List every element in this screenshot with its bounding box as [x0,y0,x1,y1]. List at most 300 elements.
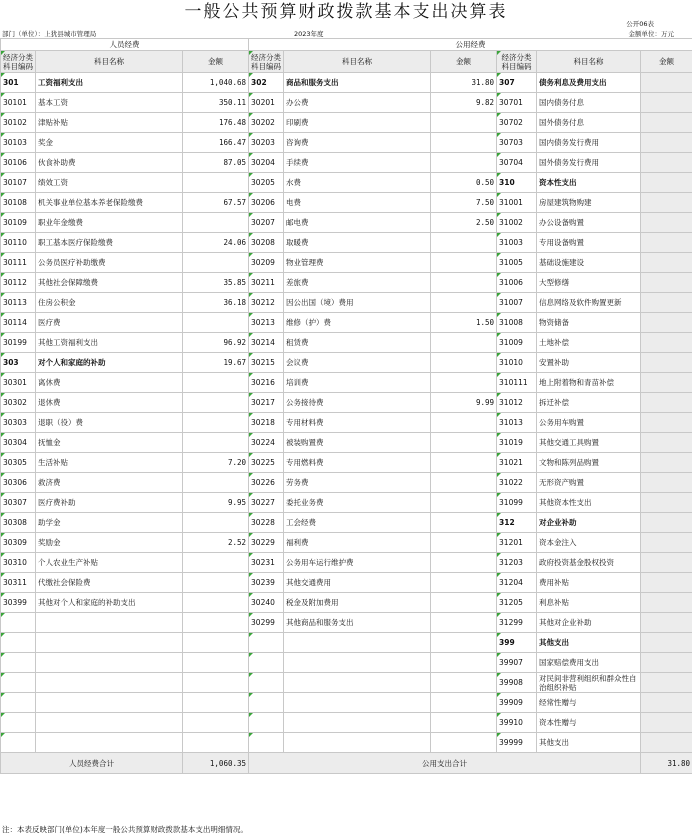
public-total-label: 公用支出合计 [249,753,641,774]
item-name-cell: 办公费 [284,93,431,113]
item-name-cell: 资本金注入 [537,533,641,553]
item-name-cell [36,673,183,693]
economic-code-cell: 30229 [249,533,284,553]
economic-code-cell [1,613,36,633]
amount-cell [641,613,692,633]
amount-cell [431,513,497,533]
item-name-cell: 个人农业生产补贴 [36,553,183,573]
footnote: 注：本表反映部门(单位)本年度一般公共预算财政拨款基本支出明细情况。 [2,825,248,834]
item-name-cell: 劳务费 [284,473,431,493]
economic-code-cell: 30207 [249,213,284,233]
expenditure-table [0,38,692,774]
table-row [1,693,692,713]
economic-code-cell: 30108 [1,193,36,213]
amount-cell [183,553,249,573]
amount-cell [641,393,692,413]
amount-cell [183,613,249,633]
amount-cell [641,233,692,253]
item-name-cell: 绩效工资 [36,173,183,193]
item-name-cell [284,653,431,673]
table-row [1,173,692,193]
item-name-cell: 奖金 [36,133,183,153]
amount-cell [641,453,692,473]
item-name-cell: 物业管理费 [284,253,431,273]
amount-cell [431,433,497,453]
item-name-cell: 公务接待费 [284,393,431,413]
amount-cell [431,573,497,593]
item-name-cell: 无形资产购置 [537,473,641,493]
economic-code-cell [1,673,36,693]
amount-cell [641,313,692,333]
economic-code-cell: 30202 [249,113,284,133]
item-name-cell: 国内债务付息 [537,93,641,113]
amount-cell: 1,040.68 [183,73,249,93]
item-name-cell: 国内债务发行费用 [537,133,641,153]
item-name-cell: 救济费 [36,473,183,493]
economic-code-cell [249,733,284,753]
item-name-cell: 税金及附加费用 [284,593,431,613]
amount-cell [431,133,497,153]
item-name-cell: 其他支出 [537,633,641,653]
amount-cell [641,293,692,313]
amount-cell [431,233,497,253]
economic-code-cell: 39999 [497,733,537,753]
item-name-cell: 邮电费 [284,213,431,233]
amount-cell [641,253,692,273]
item-name-cell: 基本工资 [36,93,183,113]
amount-cell [431,113,497,133]
item-name-cell: 物资储备 [537,313,641,333]
amount-cell [183,693,249,713]
amount-cell: 96.92 [183,333,249,353]
table-row [1,713,692,733]
amount-cell [641,513,692,533]
economic-code-cell: 31012 [497,393,537,413]
item-name-cell: 商品和服务支出 [284,73,431,93]
amount-cell: 9.95 [183,493,249,513]
item-name-cell: 债务利息及费用支出 [537,73,641,93]
table-row [1,93,692,113]
table-row [1,373,692,393]
amount-cell [641,473,692,493]
economic-code-cell: 39910 [497,713,537,733]
amount-cell [183,593,249,613]
economic-code-cell: 30102 [1,113,36,133]
economic-code-cell: 399 [497,633,537,653]
item-name-cell: 文物和陈列品购置 [537,453,641,473]
table-row [1,413,692,433]
item-name-cell: 医疗费 [36,313,183,333]
amount-cell [431,593,497,613]
amount-cell [431,153,497,173]
economic-code-cell: 31006 [497,273,537,293]
amount-cell [641,153,692,173]
item-name-cell: 住房公积金 [36,293,183,313]
economic-code-cell: 30209 [249,253,284,273]
economic-code-cell: 30216 [249,373,284,393]
amount-cell [641,733,692,753]
economic-code-cell: 30199 [1,333,36,353]
economic-code-cell: 30240 [249,593,284,613]
economic-code-cell [249,653,284,673]
economic-code-cell: 30211 [249,273,284,293]
amount-cell: 24.06 [183,233,249,253]
item-name-cell: 离休费 [36,373,183,393]
economic-code-cell: 310 [497,173,537,193]
economic-code-cell: 31005 [497,253,537,273]
amount-cell [641,413,692,433]
amount-cell [183,673,249,693]
amount-cell: 350.11 [183,93,249,113]
table-row [1,733,692,753]
amount-cell [641,73,692,93]
economic-code-cell: 30227 [249,493,284,513]
economic-code-cell: 31299 [497,613,537,633]
amount-cell [431,453,497,473]
economic-code-cell: 31013 [497,413,537,433]
amount-cell [641,353,692,373]
economic-code-cell: 30112 [1,273,36,293]
economic-code-cell: 30214 [249,333,284,353]
table-row [1,193,692,213]
amount-cell [641,553,692,573]
item-name-cell: 其他商品和服务支出 [284,613,431,633]
item-name-cell: 地上附着物和青苗补偿 [537,373,641,393]
amount-cell [641,193,692,213]
amount-cell [431,713,497,733]
economic-code-cell: 39907 [497,653,537,673]
code-header: 经济分类科目编码 [497,51,537,73]
economic-code-cell: 302 [249,73,284,93]
item-name-cell: 资本性支出 [537,173,641,193]
amount-cell: 9.82 [431,93,497,113]
economic-code-cell [1,733,36,753]
economic-code-cell: 31022 [497,473,537,493]
item-name-cell: 公务用车购置 [537,413,641,433]
item-name-cell: 咨询费 [284,133,431,153]
amount-cell [431,293,497,313]
item-name-cell: 其他对企业补助 [537,613,641,633]
item-name-cell: 经常性赠与 [537,693,641,713]
table-row [1,513,692,533]
economic-code-cell: 30217 [249,393,284,413]
item-name-cell: 医疗费补助 [36,493,183,513]
table-row [1,113,692,133]
amount-cell [431,633,497,653]
item-name-cell: 国外债务付息 [537,113,641,133]
amount-cell [641,593,692,613]
item-name-cell: 办公设备购置 [537,213,641,233]
item-name-cell: 专用材料费 [284,413,431,433]
economic-code-cell: 30239 [249,573,284,593]
economic-code-cell: 30309 [1,533,36,553]
economic-code-cell [1,693,36,713]
economic-code-cell: 301 [1,73,36,93]
amount-cell [641,493,692,513]
economic-code-cell: 30301 [1,373,36,393]
economic-code-cell [1,713,36,733]
item-name-cell: 机关事业单位基本养老保险缴费 [36,193,183,213]
amount-cell [431,273,497,293]
item-name-cell: 委托业务费 [284,493,431,513]
amount-cell [431,553,497,573]
amount-cell [641,333,692,353]
amount-cell [431,533,497,553]
amount-cell: 0.50 [431,173,497,193]
item-name-cell: 专用燃料费 [284,453,431,473]
economic-code-cell: 30226 [249,473,284,493]
table-row [1,133,692,153]
amount-cell [641,273,692,293]
table-row [1,493,692,513]
economic-code-cell: 39909 [497,693,537,713]
amount-cell [431,473,497,493]
item-name-cell: 职工基本医疗保险缴费 [36,233,183,253]
amount-cell [431,733,497,753]
table-row [1,73,692,93]
amount-cell [641,433,692,453]
table-row [1,213,692,233]
economic-code-cell: 31203 [497,553,537,573]
amount-cell: 35.85 [183,273,249,293]
item-name-cell: 其他工资福利支出 [36,333,183,353]
group-header-row [1,39,692,51]
economic-code-cell: 30702 [497,113,537,133]
amount-cell [641,93,692,113]
economic-code-cell: 30204 [249,153,284,173]
economic-code-cell: 30201 [249,93,284,113]
amount-cell [183,473,249,493]
item-name-cell: 工会经费 [284,513,431,533]
amount-cell [431,253,497,273]
code-header: 经济分类科目编码 [249,51,284,73]
economic-code-cell: 30101 [1,93,36,113]
item-name-cell: 培训费 [284,373,431,393]
table-row [1,653,692,673]
amount-cell: 7.50 [431,193,497,213]
amount-cell [183,253,249,273]
item-name-cell [36,633,183,653]
item-name-cell: 公务用车运行维护费 [284,553,431,573]
item-name-cell [284,693,431,713]
item-name-cell: 其他对个人和家庭的补助支出 [36,593,183,613]
item-name-cell [36,733,183,753]
amount-cell: 31.80 [431,73,497,93]
item-name-cell: 其他支出 [537,733,641,753]
unit-label: 金额单位：万元 [628,30,674,38]
economic-code-cell: 30306 [1,473,36,493]
economic-code-cell [249,633,284,653]
economic-code-cell: 30701 [497,93,537,113]
economic-code-cell: 31010 [497,353,537,373]
amount-cell [641,693,692,713]
item-name-cell: 安置补助 [537,353,641,373]
table-row [1,353,692,373]
item-name-cell [284,713,431,733]
table-row [1,393,692,413]
item-name-cell: 对民间非营利组织和群众性自治组织补贴 [537,673,641,693]
economic-code-cell: 30113 [1,293,36,313]
economic-code-cell: 30311 [1,573,36,593]
economic-code-cell: 30206 [249,193,284,213]
economic-code-cell: 31021 [497,453,537,473]
amount-cell [183,213,249,233]
economic-code-cell: 30307 [1,493,36,513]
item-name-cell: 福利费 [284,533,431,553]
economic-code-cell [1,653,36,673]
item-name-cell: 津贴补贴 [36,113,183,133]
economic-code-cell: 30399 [1,593,36,613]
table-row [1,273,692,293]
amount-cell: 2.50 [431,213,497,233]
item-name-cell: 水费 [284,173,431,193]
table-row [1,253,692,273]
economic-code-cell [249,693,284,713]
item-name-cell: 租赁费 [284,333,431,353]
amount-cell [641,533,692,553]
table-row [1,533,692,553]
personnel-total-label: 人员经费合计 [1,753,183,774]
item-name-cell: 抚恤金 [36,433,183,453]
item-name-cell: 退职（役）费 [36,413,183,433]
item-name-cell [36,613,183,633]
item-name-cell: 利息补贴 [537,593,641,613]
report-title: 一般公共预算财政拨款基本支出决算表 [184,2,508,22]
item-name-cell: 被装购置费 [284,433,431,453]
item-name-cell [36,713,183,733]
economic-code-cell: 30310 [1,553,36,573]
amount-cell: 87.05 [183,153,249,173]
amount-cell: 19.67 [183,353,249,373]
table-row [1,553,692,573]
amount-cell: 176.48 [183,113,249,133]
table-row [1,573,692,593]
item-name-cell: 专用设备购置 [537,233,641,253]
amount-cell [183,313,249,333]
item-name-cell: 手续费 [284,153,431,173]
economic-code-cell: 30308 [1,513,36,533]
economic-code-cell: 30304 [1,433,36,453]
economic-code-cell: 30305 [1,453,36,473]
item-name-cell: 职业年金缴费 [36,213,183,233]
economic-code-cell: 31201 [497,533,537,553]
item-name-cell: 因公出国（境）费用 [284,293,431,313]
item-name-cell: 基础设施建设 [537,253,641,273]
economic-code-cell: 30704 [497,153,537,173]
item-name-cell: 对个人和家庭的补助 [36,353,183,373]
item-name-cell: 电费 [284,193,431,213]
item-name-cell: 对企业补助 [537,513,641,533]
item-name-cell: 国家赔偿费用支出 [537,653,641,673]
economic-code-cell: 31002 [497,213,537,233]
amount-cell [431,353,497,373]
table-row [1,293,692,313]
item-name-cell: 代缴社会保险费 [36,573,183,593]
table-row [1,433,692,453]
amount-cell [183,173,249,193]
amount-cell [641,633,692,653]
economic-code-cell: 30213 [249,313,284,333]
item-name-cell [36,653,183,673]
economic-code-cell: 30205 [249,173,284,193]
economic-code-cell: 30208 [249,233,284,253]
amount-cell [641,713,692,733]
amount-cell [431,413,497,433]
amount-cell [183,393,249,413]
amount-cell [431,493,497,513]
item-name-cell: 印刷费 [284,113,431,133]
amount-header: 金额 [431,51,497,73]
economic-code-cell: 31019 [497,433,537,453]
table-row [1,153,692,173]
table-row [1,613,692,633]
item-name-cell: 信息网络及软件购置更新 [537,293,641,313]
economic-code-cell: 30299 [249,613,284,633]
economic-code-cell: 30106 [1,153,36,173]
personnel-total-amount: 1,060.35 [183,753,249,774]
amount-cell [431,653,497,673]
table-row [1,633,692,653]
economic-code-cell: 30302 [1,393,36,413]
economic-code-cell: 31001 [497,193,537,213]
economic-code-cell: 30114 [1,313,36,333]
item-name-cell: 其他资本性支出 [537,493,641,513]
economic-code-cell: 30103 [1,133,36,153]
economic-code-cell: 31009 [497,333,537,353]
item-name-cell: 伙食补助费 [36,153,183,173]
amount-cell: 36.18 [183,293,249,313]
year-label: 2023年度 [294,30,324,38]
item-name-cell: 其他交通工具购置 [537,433,641,453]
economic-code-cell: 30203 [249,133,284,153]
table-row [1,453,692,473]
economic-code-cell: 30212 [249,293,284,313]
economic-code-cell: 30109 [1,213,36,233]
amount-cell [183,413,249,433]
economic-code-cell: 31003 [497,233,537,253]
amount-cell [641,573,692,593]
item-name-cell: 国外债务发行费用 [537,153,641,173]
amount-cell: 1.50 [431,313,497,333]
economic-code-cell: 30110 [1,233,36,253]
item-name-cell: 费用补贴 [537,573,641,593]
item-name-cell: 工资福利支出 [36,73,183,93]
item-name-cell [284,673,431,693]
economic-code-cell: 310111 [497,373,537,393]
economic-code-cell: 30107 [1,173,36,193]
item-name-cell: 大型修缮 [537,273,641,293]
item-name-cell: 其他交通费用 [284,573,431,593]
item-name-cell [36,693,183,713]
amount-cell [641,173,692,193]
name-header: 科目名称 [284,51,431,73]
amount-header: 金额 [183,51,249,73]
item-name-cell: 退休费 [36,393,183,413]
item-name-cell: 政府投资基金股权投资 [537,553,641,573]
amount-cell [183,433,249,453]
economic-code-cell: 31205 [497,593,537,613]
amount-cell [431,333,497,353]
economic-code-cell [249,673,284,693]
amount-cell [183,573,249,593]
amount-cell [183,633,249,653]
item-name-cell: 其他社会保障缴费 [36,273,183,293]
name-header: 科目名称 [36,51,183,73]
table-row [1,313,692,333]
item-name-cell: 取暖费 [284,233,431,253]
amount-cell [641,133,692,153]
economic-code-cell: 30228 [249,513,284,533]
